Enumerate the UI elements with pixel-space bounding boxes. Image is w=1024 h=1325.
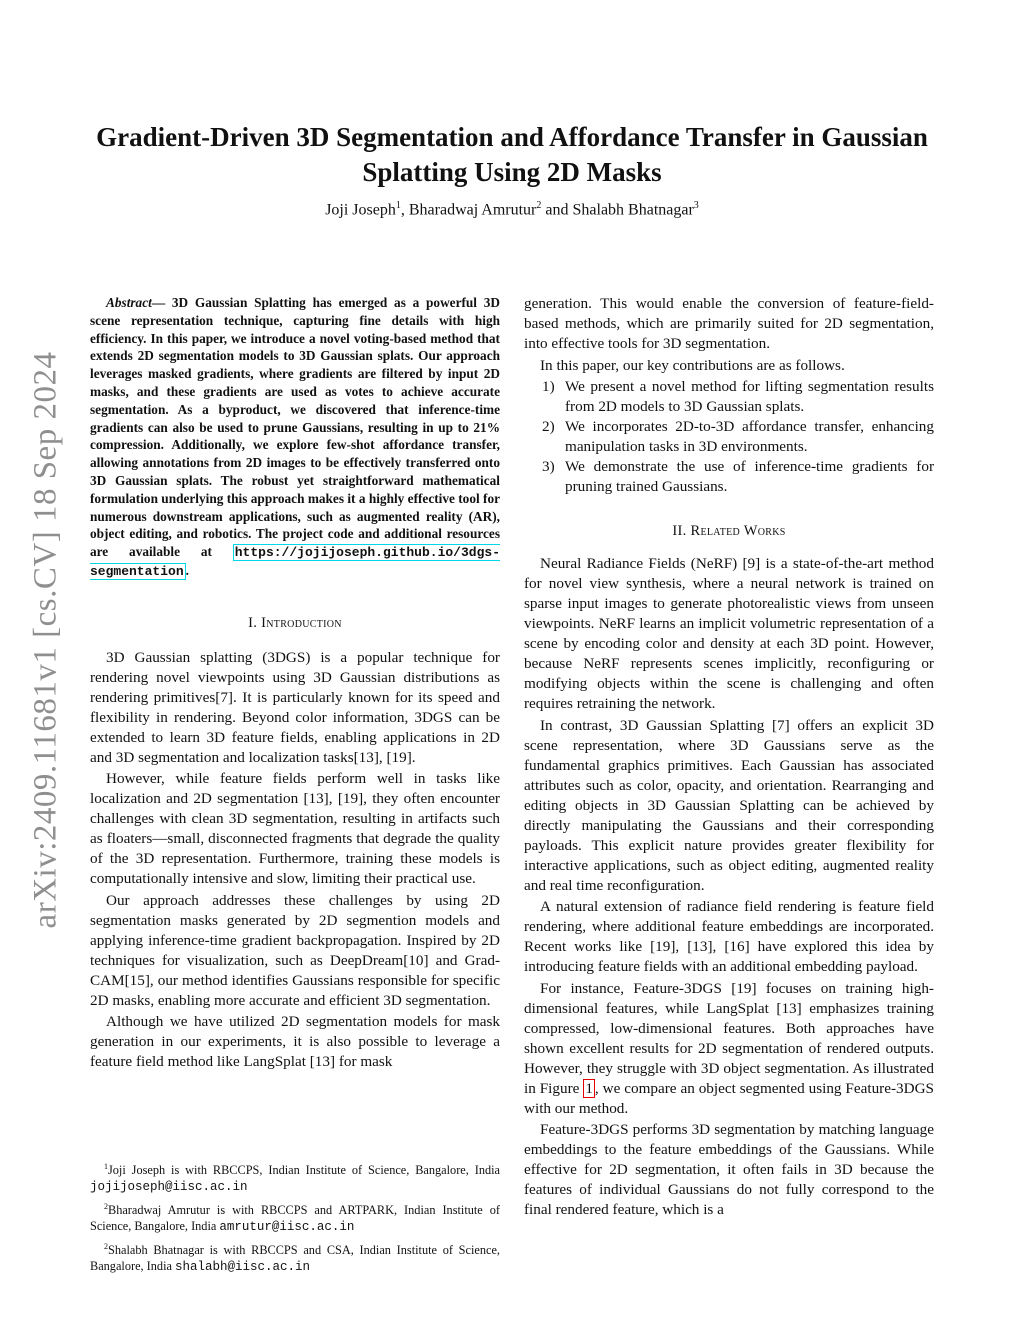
related-text: , we compare an object segmented using Feature-3DGS with our method.: [524, 1079, 934, 1117]
footnote-text: Shalabh Bhatnagar is with RBCCPS and CSA, Indian Institute of Science, Bangalore, India: [90, 1243, 500, 1273]
footnote-mark: 1: [104, 1162, 108, 1171]
intro-paragraph: Although we have utilized 2D segmentation models for mask generation in our experiments, it is also possible to leverage a feature field method like LangSplat [13] for mask: [90, 1013, 500, 1071]
section-numeral: II.: [672, 523, 691, 539]
list-number: 1): [542, 378, 555, 395]
contributions-intro: In this paper, our key contributions are as follows.: [540, 356, 845, 374]
abstract-label: Abstract: [106, 295, 152, 310]
paper-title: Gradient-Driven 3D Segmentation and Affordance Transfer in Gaussian Splatting Using 2D Masks: [96, 122, 928, 187]
contributions-list: [524, 377, 934, 497]
author-name: Shalabh Bhatnagar: [572, 201, 694, 219]
footnote-email: shalabh@iisc.ac.in: [175, 1259, 311, 1274]
section-title: Introduction: [261, 614, 342, 631]
list-text: We demonstrate the use of inference-time gradients for pruning trained Gaussians.: [565, 458, 934, 495]
section-title: Related Works: [690, 523, 786, 539]
intro-paragraph: Our approach addresses these challenges by using 2D segmentation masks generated by 2D segmention models and applying inference-time gradient backpropagation. Inspired by 2D techniques for visualization, such as DeepDream[10] and Grad-CAM[15], our method identifies Gaussians responsible for specific 2D masks, enabling more accurate and efficient 3D segmentation.: [90, 891, 500, 1009]
footnote-text: Bharadwaj Amrutur is with RBCCPS and ARTPARK, Indian Institute of Science, Bangalore, India: [90, 1203, 500, 1233]
related-paragraph: In contrast, 3D Gaussian Splatting [7] offers an explicit 3D scene representation, where 3D Gaussians serve as the fundamental graphics primitives. Each Gaussian has associated attributes such as color, opacity, and orientation. Rearranging and editing objects in 3D Gaussian Splatting can be achieved by directly manipulating the Gaussians and their corresponding payloads. This explicit nature provides greater flexibility for interactive applications, such as object editing, augmented reality and real time reconfiguration.: [524, 716, 934, 894]
list-text: We incorporates 2D-to-3D affordance transfer, enhancing manipulation tasks in 3D environments.: [565, 418, 934, 455]
footnote-text: Joji Joseph is with RBCCPS, Indian Institute of Science, Bangalore, India: [108, 1163, 500, 1178]
author-separator: and: [541, 201, 573, 219]
footnote-mark: 2: [104, 1242, 108, 1252]
related-paragraph: Feature-3DGS performs 3D segmentation by matching language embeddings to the feature embeddings of the Gaussians. While effective for 2D segmentation, it often fails in 3D because the features of individual Gaussians do not fully correspond to the final rendered feature, which is a: [524, 1121, 934, 1218]
footnote: [90, 1239, 500, 1275]
footnote-mark: 2: [104, 1202, 108, 1212]
related-paragraph: Neural Radiance Fields (NeRF) [9] is a state-of-the-art method for novel view synthesis, where a neural network is trained on sparse input images to generate photorealistic views from unseen viewpoints. NeRF learns an implicit volumetric representation of a scene by encoding color and density at each 3D point. However, because NeRF represents scenes implicitly, reconfiguring or modifying objects within the scene is challenging and often requires retraining the network.: [524, 555, 934, 712]
related-text: For instance, Feature-3DGS [19] focuses on training high-dimensional features, while LangSplat [13] emphasizes training compressed, low-dimensional features. Both approaches have shown excellent results for 2D segmentation of rendered outputs. However, they struggle with 3D object segmentation. As illustrated in Figure: [524, 979, 934, 1097]
figure-reference-link[interactable]: 1: [585, 1079, 593, 1097]
list-item: [524, 377, 934, 417]
footnotes: [90, 1159, 500, 1279]
intro-paragraph: However, while feature fields perform well in tasks like localization and 2D segmentation [13], [19], they often encounter challenges with clean 3D segmentation, resulting in artifacts such as floaters—small, disconnected fragments that degrade the quality of the 3D representation. Furthermore, training these models is computationally intensive and slow, limiting their practical use.: [90, 770, 500, 888]
list-text: We present a novel method for lifting segmentation results from 2D models to 3D Gaussian splats.: [565, 378, 934, 415]
project-url-link[interactable]: https://jojijoseph.github.io/3dgs-segmentation: [90, 545, 500, 579]
section-heading-related-works: [524, 523, 934, 540]
author-affiliation-mark: 2: [536, 200, 542, 211]
list-item: [524, 417, 934, 457]
abstract-dash: —: [151, 295, 172, 310]
author-affiliation-mark: 1: [395, 200, 401, 211]
author-list: [80, 200, 944, 219]
intro-paragraph: 3D Gaussian splatting (3DGS) is a popular technique for rendering novel viewpoints using 3D Gaussian distributions as rendering primitives[7]. It is particularly known for its speed and flexibility in rendering. Beyond color information, 3DGS can be extended to learn 3D feature fields, enabling applications in 2D and 3D segmentation and localization tasks[13], [19].: [90, 648, 500, 766]
footnote-email: jojijoseph@iisc.ac.in: [90, 1179, 248, 1194]
list-number: 2): [542, 418, 555, 435]
section-numeral: I.: [248, 614, 262, 631]
abstract-end: .: [185, 562, 189, 578]
author-affiliation-mark: 3: [693, 200, 699, 211]
author-name: Joji Joseph: [325, 201, 396, 219]
footnote: [90, 1199, 500, 1235]
left-column: [90, 294, 500, 1074]
related-paragraph: [524, 979, 934, 1119]
footnote-email: amrutur@iisc.ac.in: [219, 1219, 355, 1234]
list-number: 3): [542, 458, 555, 475]
footnote: [90, 1159, 500, 1195]
abstract-text: 3D Gaussian Splatting has emerged as a powerful 3D scene representation technique, capturing fine details with high efficiency. In this paper, we introduce a novel voting-based method that extends 2D segmentation models to 3D Gaussian splats. Our approach leverages masked gradients, where gradients are filtered by input 2D masks, and these gradients are used as votes to achieve accurate segmentation. As a byproduct, we discovered that inference-time gradients can also be used to prune Gaussians, resulting in up to 21% compression. Additionally, we explore few-shot affordance transfer, allowing annotations from 2D images to be effectively transferred onto 3D Gaussian splats. The robust yet straightforward mathematical formulation underlying this approach makes it a highly effective tool for numerous downstream applications, such as augmented reality (AR), object editing, and robotics. The project code and additional resources are available at: [90, 295, 500, 560]
arxiv-identifier: arXiv:2409.11681v1 [cs.CV] 18 Sep 2024: [27, 351, 64, 929]
right-column: [524, 294, 934, 1222]
related-paragraph: A natural extension of radiance field rendering is feature field rendering, where additional feature embeddings are incorporated. Recent works like [19], [13], [16] have explored this idea by introducing feature fields with an additional embedding payload.: [524, 898, 934, 975]
author-name: Bharadwaj Amrutur: [408, 201, 537, 219]
list-item: [524, 457, 934, 497]
section-heading-introduction: [90, 615, 500, 632]
author-separator: ,: [400, 201, 409, 219]
intro-continuation: generation. This would enable the conversion of feature-field-based methods, which are primarily suited for 2D segmentation, into effective tools for 3D segmentation.: [524, 295, 934, 352]
abstract: [90, 294, 500, 581]
